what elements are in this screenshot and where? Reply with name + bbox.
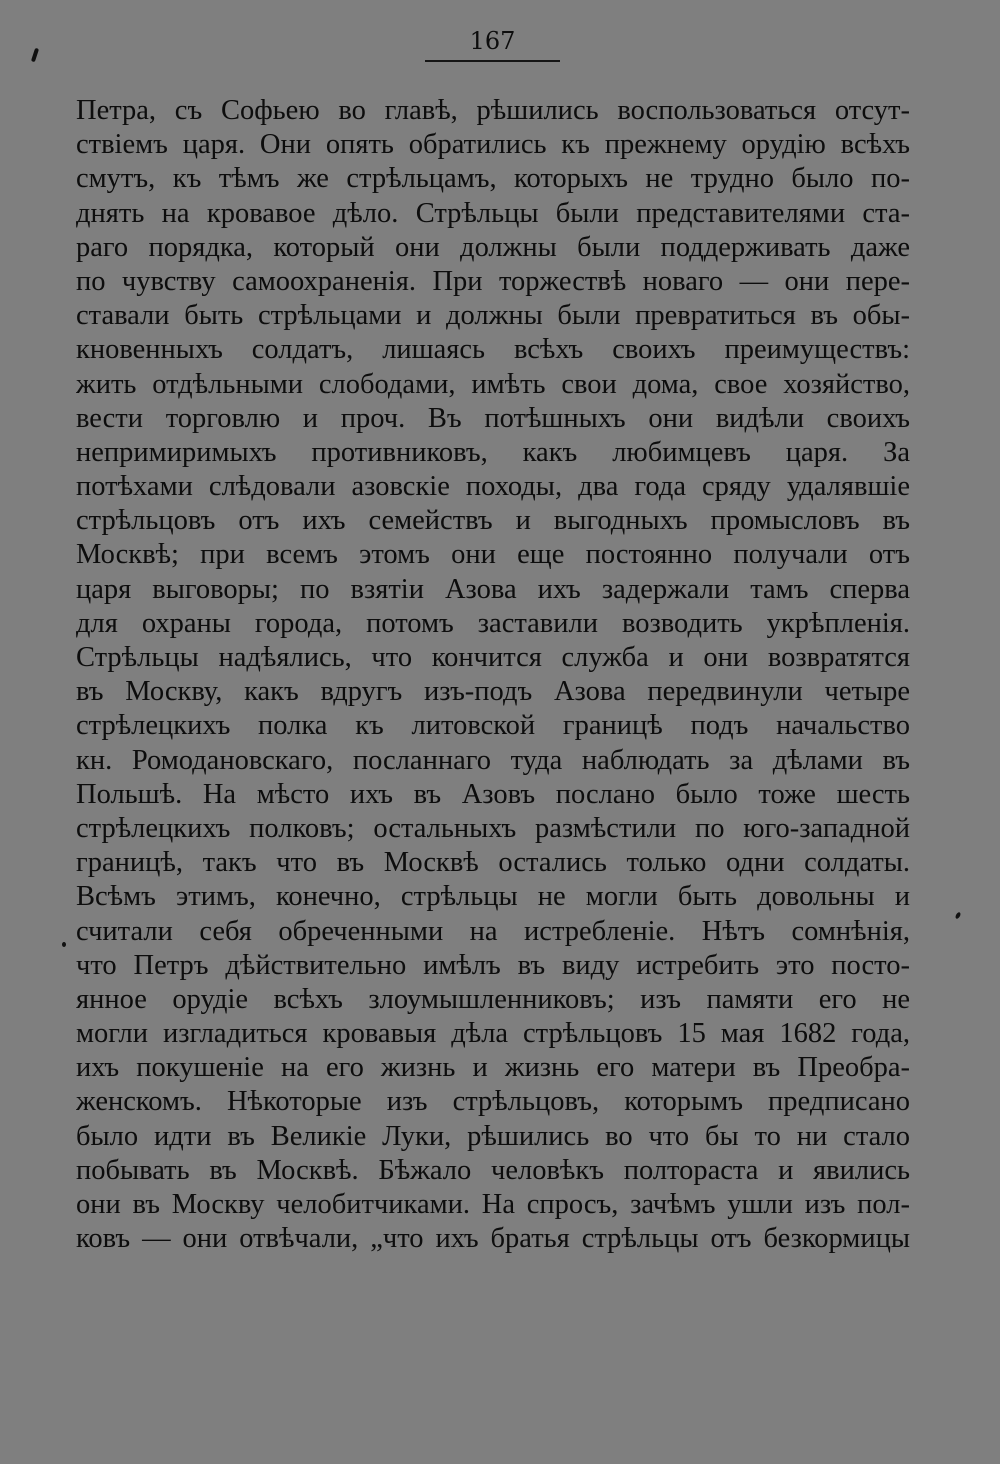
text-line: кновенныхъ солдатъ, лишаясь всѣхъ своихъ преимуществъ: (76, 334, 910, 366)
page-number: 167 (469, 27, 516, 55)
text-line: ствіемъ царя. Они опять обратились къ прежнему орудію всѣхъ (76, 129, 910, 161)
page-number-rule (425, 60, 560, 62)
text-line: царя выговоры; по взятіи Азова ихъ задержали тамъ сперва (76, 573, 910, 605)
text-line: Польшѣ. На мѣсто ихъ въ Азовъ послано было тоже шесть (76, 778, 910, 810)
text-line: кн. Ромодановскаго, посланнаго туда наблюдать за дѣлами въ (76, 744, 910, 776)
text-line: считали себя обреченными на истребленіе. Нѣтъ сомнѣнія, (76, 915, 910, 947)
text-line: стрѣлецкихъ полка къ литовской границѣ подъ начальство (76, 710, 910, 742)
text-line: границѣ, такъ что въ Москвѣ остались только одни солдаты. (76, 847, 910, 879)
text-line: Петра, съ Софьею во главѣ, рѣшились воспользоваться отсут- (76, 95, 910, 126)
text-line: что Петръ дѣйствительно имѣлъ въ виду истребить это посто- (76, 949, 910, 981)
text-line: днять на кровавое дѣло. Стрѣльцы были представителями ста- (76, 197, 910, 229)
text-line: въ Москву, какъ вдругъ изъ-подъ Азова передвинули четыре (76, 676, 910, 708)
text-line: женскомъ. Нѣкоторые изъ стрѣльцовъ, которымъ предписано (76, 1086, 910, 1118)
text-line: смутъ, къ тѣмъ же стрѣльцамъ, которыхъ не трудно было по- (76, 163, 910, 195)
text-line: жить отдѣльными слободами, имѣть свои дома, свое хозяйство, (76, 368, 910, 400)
text-line: стрѣлецкихъ полковъ; остальныхъ размѣстили по юго-западной (76, 812, 910, 844)
text-line: по чувству самоохраненія. При торжествѣ новаго — они пере- (76, 265, 910, 297)
text-line: Москвѣ; при всемъ этомъ они еще постоянно получали отъ (76, 539, 910, 571)
text-line: ковъ — они отвѣчали, „что ихъ братья стрѣльцы отъ безкормицы (76, 1223, 910, 1255)
text-line: стрѣльцовъ отъ ихъ семействъ и выгодныхъ промысловъ въ (76, 505, 910, 537)
text-line: ставали быть стрѣльцами и должны были превратиться въ обы- (76, 300, 910, 332)
text-line: для охраны города, потомъ заставили возводить укрѣпленія. (76, 607, 910, 639)
text-line: раго порядка, который они должны были поддерживать даже (76, 231, 910, 263)
scan-speck (955, 911, 962, 919)
text-line: побывать въ Москвѣ. Бѣжало человѣкъ полтораста и явились (76, 1154, 910, 1186)
text-line: вести торговлю и проч. Въ потѣшныхъ они видѣли своихъ (76, 402, 910, 434)
scan-speck (62, 942, 66, 947)
text-line: потѣхами слѣдовали азовскіе походы, два года сряду удалявшіе (76, 471, 910, 503)
text-line: янное орудіе всѣхъ злоумышленниковъ; изъ памяти его не (76, 983, 910, 1015)
text-line: могли изгладиться кровавыя дѣла стрѣльцовъ 15 мая 1682 года, (76, 1018, 910, 1050)
text-line: ихъ покушеніе на его жизнь и жизнь его матери въ Преобра- (76, 1052, 910, 1084)
text-line: Всѣмъ этимъ, конечно, стрѣльцы не могли быть довольны и (76, 881, 910, 913)
text-line: они въ Москву челобитчиками. На спросъ, зачѣмъ ушли изъ пол- (76, 1189, 910, 1220)
text-line: непримиримыхъ противниковъ, какъ любимцевъ царя. За (76, 436, 910, 468)
scan-speck (31, 48, 39, 63)
text-line: Стрѣльцы надѣялись, что кончится служба и они возвратятся (76, 642, 910, 673)
body-text (76, 94, 910, 1256)
text-line: было идти въ Великіе Луки, рѣшились во что бы то ни стало (76, 1120, 910, 1152)
